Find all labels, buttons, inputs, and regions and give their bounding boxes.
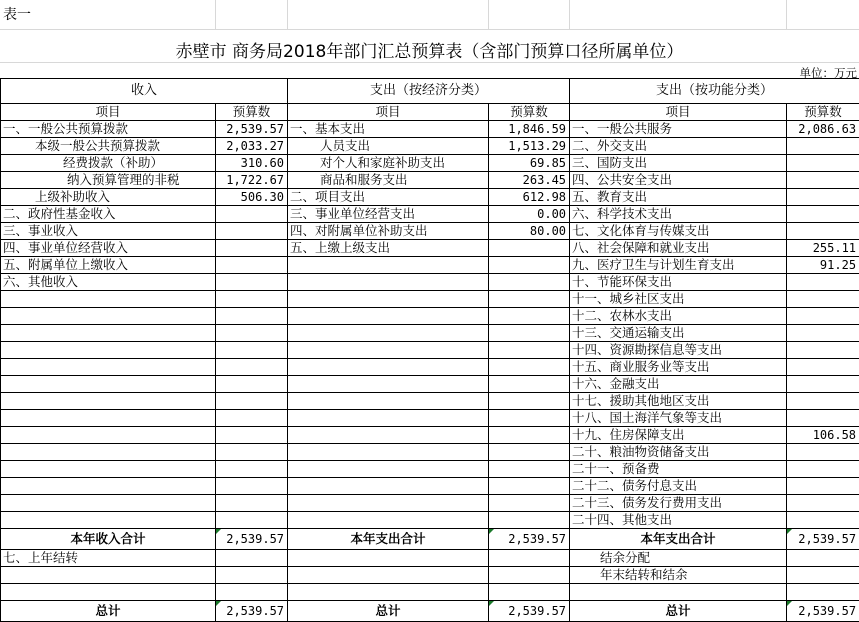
exp-func-budget: 91.25 — [787, 257, 859, 274]
exp-func-budget — [787, 325, 859, 342]
exp-econ-item — [288, 478, 489, 495]
income-item: 经费拨款（补助） — [1, 155, 216, 172]
unit-label: 单位：万元 — [800, 65, 858, 81]
income-budget: 1,722.67 — [216, 172, 288, 189]
table-row — [1, 342, 859, 359]
exp-econ-item: 人员支出 — [288, 138, 489, 155]
exp-econ-item: 二、项目支出 — [288, 189, 489, 206]
income-item — [1, 342, 216, 359]
table-row — [1, 206, 859, 223]
exp-econ-item — [288, 291, 489, 308]
table-row — [1, 223, 859, 240]
grand-total-value: 2,539.57 — [216, 601, 288, 622]
exp-func-header: 支出（按功能分类） — [570, 79, 859, 104]
income-budget: 2,539.57 — [216, 121, 288, 138]
exp-func-budget — [787, 478, 859, 495]
income-budget — [216, 393, 288, 410]
income-item: 二、政府性基金收入 — [1, 206, 216, 223]
exp-func-budget: 2,086.63 — [787, 121, 859, 138]
table-row — [1, 376, 859, 393]
income-budget — [216, 478, 288, 495]
income-item — [1, 461, 216, 478]
exp-func-budget — [787, 155, 859, 172]
exp-total-label: 本年支出合计 — [288, 529, 489, 550]
exp-func-item: 十六、金融支出 — [570, 376, 787, 393]
exp-func-budget — [787, 359, 859, 376]
income-item: 本级一般公共预算拨款 — [1, 138, 216, 155]
income-item — [1, 512, 216, 529]
table-row — [1, 359, 859, 376]
income-budget — [216, 308, 288, 325]
exp-func-budget — [787, 512, 859, 529]
table-row — [1, 155, 859, 172]
exp-econ-item: 四、对附属单位补助支出 — [288, 223, 489, 240]
exp-econ-budget — [489, 376, 570, 393]
exp-econ-item — [288, 325, 489, 342]
table-row — [1, 172, 859, 189]
income-item: 四、事业单位经营收入 — [1, 240, 216, 257]
exp-econ-budget — [489, 325, 570, 342]
exp-econ-item — [288, 359, 489, 376]
table-row — [1, 291, 859, 308]
income-budget — [216, 274, 288, 291]
exp-func-budget — [787, 495, 859, 512]
exp-func-item: 二十、粮油物资储备支出 — [570, 444, 787, 461]
exp-econ-item: 一、基本支出 — [288, 121, 489, 138]
exp-econ-budget — [489, 342, 570, 359]
exp-econ-header: 支出（按经济分类） — [288, 79, 570, 104]
exp-econ-item — [288, 461, 489, 478]
exp-func-item: 十八、国土海洋气象等支出 — [570, 410, 787, 427]
income-item — [1, 427, 216, 444]
budget-table — [0, 78, 859, 622]
grand-total-label: 总计 — [1, 601, 216, 622]
exp-func-item: 六、科学技术支出 — [570, 206, 787, 223]
exp-func-budget — [787, 308, 859, 325]
table-row — [1, 325, 859, 342]
table-row — [1, 274, 859, 291]
col-budget-header: 预算数 — [787, 104, 859, 121]
exp-econ-budget — [489, 240, 570, 257]
cell — [489, 567, 570, 584]
table-row — [1, 189, 859, 206]
exp-func-budget — [787, 410, 859, 427]
exp-func-item: 二十三、债务发行费用支出 — [570, 495, 787, 512]
exp-econ-item — [288, 342, 489, 359]
income-item: 六、其他收入 — [1, 274, 216, 291]
exp-func-item: 九、医疗卫生与计划生育支出 — [570, 257, 787, 274]
exp-func-budget — [787, 376, 859, 393]
cell — [570, 584, 787, 601]
col-item-header: 项目 — [1, 104, 216, 121]
exp-econ-item — [288, 495, 489, 512]
income-item — [1, 359, 216, 376]
exp-econ-item — [288, 512, 489, 529]
exp-econ-item — [288, 274, 489, 291]
sheet-label: 表一 — [3, 4, 31, 24]
income-item — [1, 308, 216, 325]
cell — [216, 567, 288, 584]
col-budget-header: 预算数 — [489, 104, 570, 121]
exp-econ-item — [288, 393, 489, 410]
income-budget — [216, 461, 288, 478]
exp-econ-item — [288, 308, 489, 325]
cell — [288, 584, 489, 601]
income-item — [1, 376, 216, 393]
cell — [216, 584, 288, 601]
exp-econ-budget — [489, 257, 570, 274]
exp-func-budget — [787, 393, 859, 410]
exp-func-item: 八、社会保障和就业支出 — [570, 240, 787, 257]
income-item: 三、事业收入 — [1, 223, 216, 240]
exp-econ-budget — [489, 308, 570, 325]
exp-func-budget — [787, 189, 859, 206]
exp-func-item: 十二、农林水支出 — [570, 308, 787, 325]
income-header: 收入 — [1, 79, 288, 104]
exp-func-item: 七、文化体育与传媒支出 — [570, 223, 787, 240]
income-budget — [216, 495, 288, 512]
func-total-label: 本年支出合计 — [570, 529, 787, 550]
col-item-header: 项目 — [570, 104, 787, 121]
exp-func-budget — [787, 461, 859, 478]
exp-func-item: 十三、交通运输支出 — [570, 325, 787, 342]
cell — [787, 567, 859, 584]
income-budget: 310.60 — [216, 155, 288, 172]
exp-econ-item — [288, 376, 489, 393]
exp-econ-item: 三、事业单位经营支出 — [288, 206, 489, 223]
exp-func-item: 一、一般公共服务 — [570, 121, 787, 138]
income-budget — [216, 376, 288, 393]
exp-func-budget — [787, 223, 859, 240]
exp-econ-budget: 69.85 — [489, 155, 570, 172]
exp-econ-budget — [489, 274, 570, 291]
income-item — [1, 393, 216, 410]
exp-econ-item — [288, 444, 489, 461]
carry-over-label: 七、上年结转 — [1, 550, 216, 567]
exp-func-item: 二、外交支出 — [570, 138, 787, 155]
exp-func-budget — [787, 274, 859, 291]
exp-total-value: 2,539.57 — [489, 529, 570, 550]
table-row — [1, 308, 859, 325]
exp-econ-budget: 1,513.29 — [489, 138, 570, 155]
income-budget: 2,033.27 — [216, 138, 288, 155]
table-row — [1, 444, 859, 461]
cell — [787, 550, 859, 567]
exp-econ-budget: 263.45 — [489, 172, 570, 189]
exp-func-item: 十四、资源勘探信息等支出 — [570, 342, 787, 359]
cell — [489, 550, 570, 567]
exp-func-item: 三、国防支出 — [570, 155, 787, 172]
table-row — [1, 461, 859, 478]
income-budget — [216, 291, 288, 308]
table-row — [1, 495, 859, 512]
income-budget — [216, 512, 288, 529]
exp-econ-budget — [489, 495, 570, 512]
exp-func-item: 十、节能环保支出 — [570, 274, 787, 291]
exp-func-item: 五、教育支出 — [570, 189, 787, 206]
exp-econ-budget — [489, 461, 570, 478]
income-budget — [216, 427, 288, 444]
income-item: 纳入预算管理的非税 — [1, 172, 216, 189]
income-budget — [216, 240, 288, 257]
exp-func-item: 二十二、债务付息支出 — [570, 478, 787, 495]
table-row — [1, 121, 859, 138]
exp-func-budget — [787, 172, 859, 189]
income-item: 一、一般公共预算拨款 — [1, 121, 216, 138]
exp-econ-item: 商品和服务支出 — [288, 172, 489, 189]
income-item — [1, 478, 216, 495]
page-title: 赤壁市 商务局2018年部门汇总预算表（含部门预算口径所属单位） — [0, 37, 859, 62]
func-total-value: 2,539.57 — [787, 529, 859, 550]
exp-econ-budget — [489, 291, 570, 308]
income-budget — [216, 444, 288, 461]
grand-total-value: 2,539.57 — [489, 601, 570, 622]
income-total-value: 2,539.57 — [216, 529, 288, 550]
exp-econ-budget — [489, 359, 570, 376]
exp-func-item: 四、公共安全支出 — [570, 172, 787, 189]
surplus-distribution-label: 结余分配 — [570, 550, 787, 567]
income-item: 五、附属单位上缴收入 — [1, 257, 216, 274]
table-row — [1, 393, 859, 410]
exp-econ-item: 对个人和家庭补助支出 — [288, 155, 489, 172]
exp-func-budget: 255.11 — [787, 240, 859, 257]
income-budget — [216, 206, 288, 223]
exp-func-item: 二十四、其他支出 — [570, 512, 787, 529]
exp-econ-budget: 80.00 — [489, 223, 570, 240]
exp-func-item: 十一、城乡社区支出 — [570, 291, 787, 308]
income-total-label: 本年收入合计 — [1, 529, 216, 550]
exp-econ-budget — [489, 444, 570, 461]
table-row — [1, 138, 859, 155]
income-item — [1, 325, 216, 342]
table-row — [1, 512, 859, 529]
exp-func-item: 十五、商业服务业等支出 — [570, 359, 787, 376]
exp-econ-budget: 0.00 — [489, 206, 570, 223]
exp-func-item: 十七、援助其他地区支出 — [570, 393, 787, 410]
income-budget — [216, 325, 288, 342]
income-item — [1, 410, 216, 427]
grand-total-value: 2,539.57 — [787, 601, 859, 622]
income-budget — [216, 342, 288, 359]
col-item-header: 项目 — [288, 104, 489, 121]
cell — [216, 550, 288, 567]
grand-total-label: 总计 — [288, 601, 489, 622]
exp-func-budget — [787, 291, 859, 308]
exp-econ-budget — [489, 410, 570, 427]
exp-func-item: 十九、住房保障支出 — [570, 427, 787, 444]
income-item — [1, 444, 216, 461]
exp-func-budget — [787, 342, 859, 359]
table-row — [1, 410, 859, 427]
table-row — [1, 478, 859, 495]
income-budget: 506.30 — [216, 189, 288, 206]
cell — [489, 584, 570, 601]
exp-econ-item — [288, 257, 489, 274]
income-item — [1, 495, 216, 512]
cell — [787, 584, 859, 601]
exp-econ-budget — [489, 512, 570, 529]
cell — [1, 584, 216, 601]
cell — [288, 567, 489, 584]
income-budget — [216, 257, 288, 274]
exp-econ-budget — [489, 478, 570, 495]
exp-func-budget — [787, 444, 859, 461]
col-budget-header: 预算数 — [216, 104, 288, 121]
cell — [288, 550, 489, 567]
exp-func-item: 二十一、预备费 — [570, 461, 787, 478]
income-budget — [216, 359, 288, 376]
exp-econ-budget: 612.98 — [489, 189, 570, 206]
exp-econ-item — [288, 410, 489, 427]
exp-econ-budget: 1,846.59 — [489, 121, 570, 138]
income-item: 上级补助收入 — [1, 189, 216, 206]
income-item — [1, 291, 216, 308]
exp-func-budget: 106.58 — [787, 427, 859, 444]
exp-func-budget — [787, 138, 859, 155]
income-budget — [216, 223, 288, 240]
exp-econ-budget — [489, 427, 570, 444]
exp-econ-item: 五、上缴上级支出 — [288, 240, 489, 257]
table-row — [1, 257, 859, 274]
table-row — [1, 240, 859, 257]
cell — [1, 567, 216, 584]
year-end-balance-label: 年末结转和结余 — [570, 567, 787, 584]
exp-econ-item — [288, 427, 489, 444]
grand-total-label: 总计 — [570, 601, 787, 622]
exp-func-budget — [787, 206, 859, 223]
table-row — [1, 427, 859, 444]
exp-econ-budget — [489, 393, 570, 410]
income-budget — [216, 410, 288, 427]
